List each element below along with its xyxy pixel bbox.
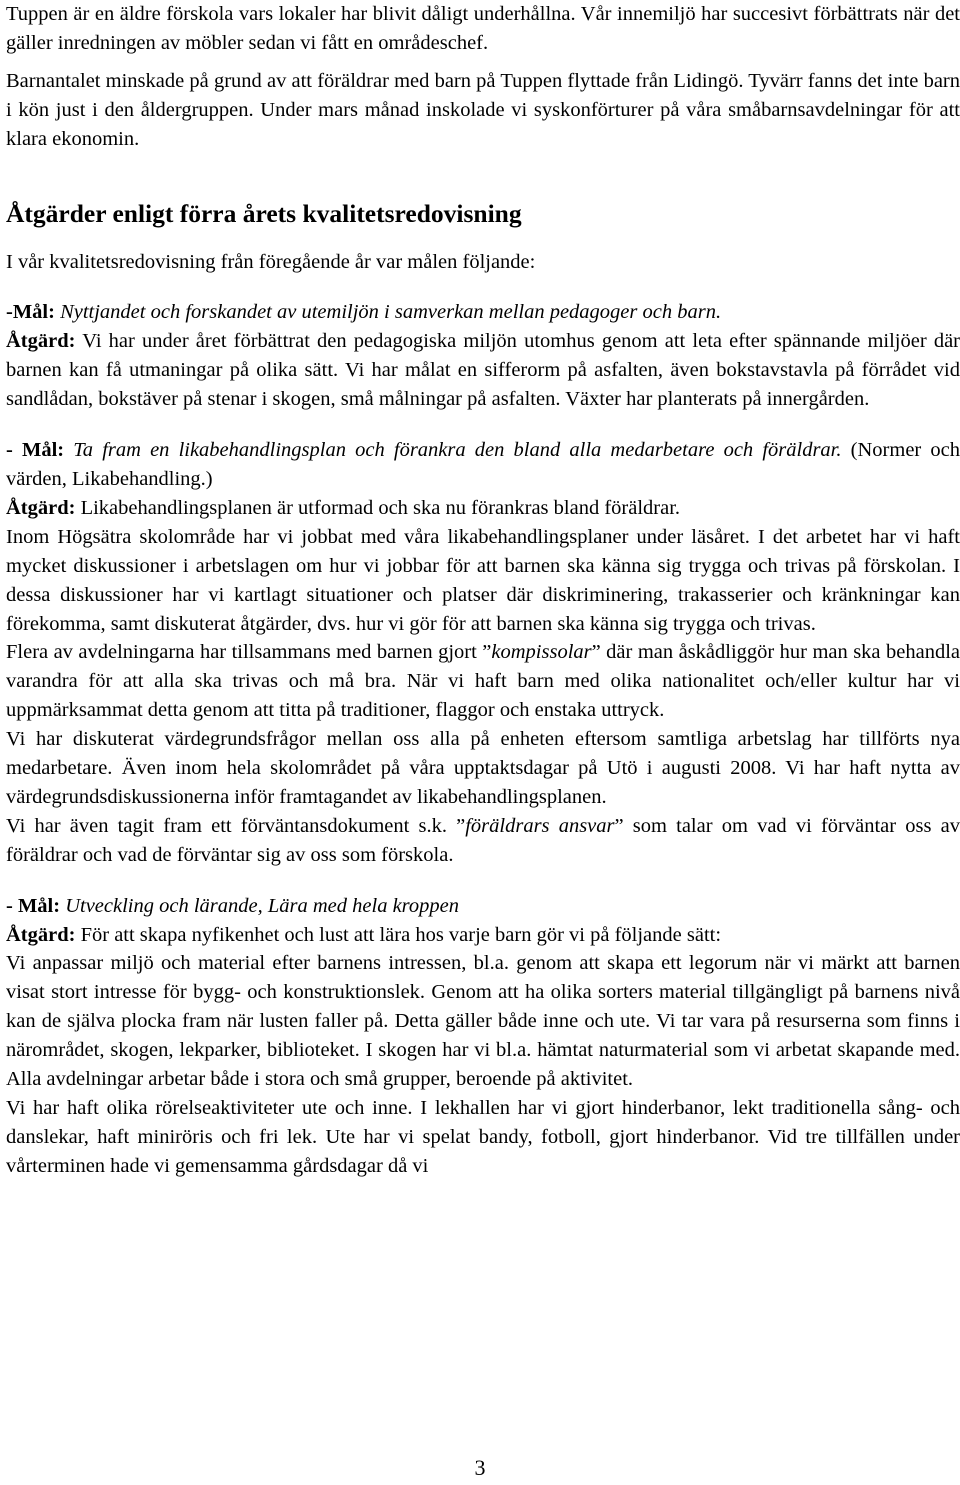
paragraph-gap <box>6 414 960 436</box>
goal-3-paragraph-1: Vi anpassar miljö och material efter barnens intressen, bl.a. genom att skapa ett legorum när vi märkt att barnen visat stort intresse för bygg- och konstruktionslek. Genom att ha olika sorters material tillgängligt på barnens nivå kan de själva plocka fram när lusten faller på. Detta gäller både inne och ute. Vi tar vara på resurserna som finns i närområdet, skogen, lekparker, biblioteket. I skogen har vi bl.a. hämtat naturmaterial som vi arbetat skapande med. Alla avdelningar arbetar både i stora och små grupper, beroende på aktivitet. <box>6 952 960 1091</box>
goal-2-paragraph-4 <box>6 812 960 870</box>
goal-3-action-text: För att skapa nyfikenhet och lust att lära hos varje barn gör vi på följande sätt: <box>80 923 722 946</box>
goal-2-paragraph-4-end: ” som talar om vad vi förväntar oss av föräldrar och vad de förväntar sig av oss som förskola. <box>6 814 960 866</box>
goal-3-action <box>6 921 960 950</box>
heading-gap <box>6 230 960 248</box>
goal-1 <box>6 298 960 327</box>
goal-3 <box>6 892 960 921</box>
document-page <box>6 0 960 1181</box>
goal-2-action-text: Likabehandlingsplanen är utformad och ska nu förankras bland föräldrar. <box>80 496 681 519</box>
page-number: 3 <box>474 1455 486 1480</box>
section-gap <box>6 154 960 198</box>
paragraph-gap <box>6 870 960 892</box>
paragraph-gap <box>6 58 960 67</box>
goal-2-paragraph-2-end: ” där man åskådliggör hur man ska behandla varandra för att alla ska trivas och må bra. När vi haft barn med olika nationalitet och/eller kultur har vi uppmärksammat detta genom att titta på traditioner, flaggor och enstaka uttryck. <box>6 641 960 722</box>
goal-1-action-text: Vi har under året förbättrat den pedagogiska miljön utomhus genom att leta efter spännande miljöer där barnen kan få utmaningar på olika sätt. Vi har målat en sifferorm på asfalten, även bokstavstavla på förrådet vid sandlådan, bokstäver på stenar i skogen, små målningar på asfalten. Växter har planterats på innergården. <box>6 330 960 411</box>
goal-2-text: Ta fram en likabehandlingsplan och förankra den bland alla medarbetare och föräldrar. <box>73 439 842 462</box>
paragraph-gap <box>6 276 960 298</box>
goal-2-paragraph-3: Vi har diskuterat värdegrundsfrågor mellan oss alla på enheten eftersom samtliga arbetslag har tillförts nya medarbetare. Även inom hela skolområdet på våra upptaktsdagar på Utö i augusti 2008. Vi har haft nytta av värdegrundsdiskussionerna inför framtagandet av likabehandlingsplanen. <box>6 728 960 808</box>
goal-2 <box>6 436 960 494</box>
kompissolar-term: kompissolar <box>491 641 592 664</box>
goal-1-action <box>6 327 960 414</box>
goal-3-paragraph-2: Vi har haft olika rörelseaktiviteter ute och inne. I lekhallen har vi gjort hinderbanor, lekt traditionella sång- och danslekar, haft miniröris och fri lek. Ute har vi spelat bandy, fotboll, gjort hinderbanor. Vid tre tillfällen under vårterminen hade vi gemensamma gårdsdagar då vi <box>6 1097 960 1177</box>
goal-1-action-label: Åtgärd: <box>6 330 76 353</box>
goal-1-text: Nyttjandet och forskandet av utemiljön i samverkan mellan pedagoger och barn. <box>60 301 722 324</box>
goal-3-label: - Mål: <box>6 894 61 917</box>
intro-paragraph-1: Tuppen är en äldre förskola vars lokaler har blivit dåligt underhållna. Vår innemiljö har succesivt förbättrats när det gäller inredningen av möbler sedan vi fått en områdeschef. <box>6 3 960 54</box>
foraldrars-ansvar-term: föräldrars ansvar <box>465 814 615 837</box>
goal-2-label: - Mål: <box>6 439 65 462</box>
goal-2-suffix: (Normer och värden, Likabehandling.) <box>6 439 960 490</box>
goal-2-paragraph-2-start: Flera av avdelningarna har tillsammans med barnen gjort ” <box>6 641 492 664</box>
goal-3-text: Utveckling och lärande, Lära med hela kroppen <box>65 894 459 917</box>
goal-2-action-label: Åtgärd: <box>6 496 76 519</box>
goal-1-label: -Mål: <box>6 301 55 324</box>
goal-2-paragraph-2 <box>6 638 960 725</box>
section-heading: Åtgärder enligt förra årets kvalitetsredovisning <box>6 198 522 228</box>
goal-2-action <box>6 494 960 523</box>
goal-2-paragraph-1: Inom Högsätra skolområde har vi jobbat med våra likabehandlingsplaner under läsåret. I det arbetet har vi haft mycket diskussioner i arbetslagen om hur vi jobbar för att barnen ska känna sig trygga och trivas på förskolan. I dessa diskussioner har vi kartlagt situationer och platser där diskriminering, trakasserier och kränkningar kan förekomma, samt diskuterat åtgärder, dvs. hur vi gör för att barnen ska känna sig trygga och trivas. <box>6 525 960 635</box>
goal-2-paragraph-4-start: Vi har även tagit fram ett förväntansdokument s.k. ” <box>6 814 466 837</box>
goal-3-action-label: Åtgärd: <box>6 923 76 946</box>
goals-intro: I vår kvalitetsredovisning från föregående år var målen följande: <box>6 250 536 273</box>
intro-paragraph-2: Barnantalet minskade på grund av att föräldrar med barn på Tuppen flyttade från Lidingö. Tyvärr fanns det inte barn i kön just i den åldergruppen. Under mars månad inskolade vi syskonförturer på våra småbarnsavdelningar för att klara ekonomin. <box>6 69 960 150</box>
